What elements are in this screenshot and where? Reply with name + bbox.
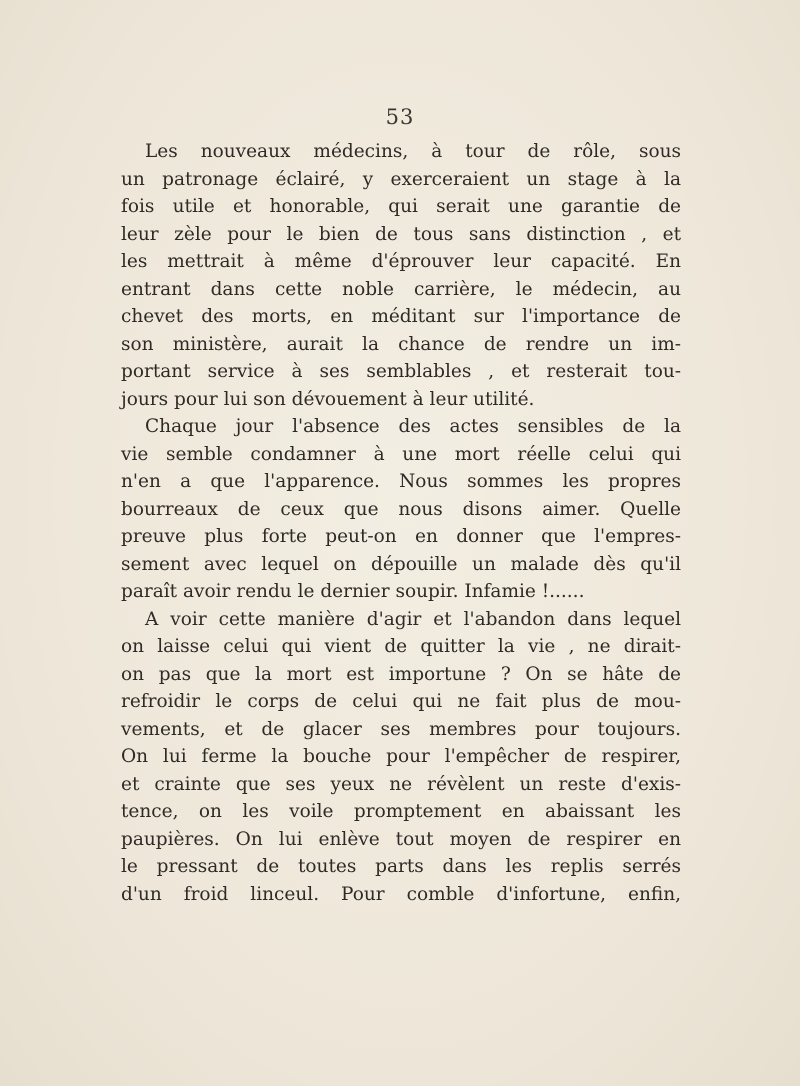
text-line: tence, on les voile promptement en abaissant les: [121, 801, 681, 822]
text-line: On lui ferme la bouche pour l'empêcher de respirer,: [121, 746, 681, 767]
text-line: Chaque jour l'absence des actes sensibles de la: [145, 416, 681, 437]
text-line: fois utile et honorable, qui serait une garantie de: [121, 196, 681, 217]
body-text: [121, 138, 681, 908]
text-line: bourreaux de ceux que nous disons aimer. Quelle: [121, 498, 681, 520]
text-line: vements, et de glacer ses membres pour toujours.: [121, 718, 681, 740]
text-line: sement avec lequel on dépouille un malade dès qu'il: [121, 553, 681, 575]
text-line: vie semble condamner à une mort réelle celui qui: [121, 443, 681, 465]
text-line: d'un froid linceul. Pour comble d'infortune, enfin,: [121, 883, 681, 905]
text-line: un patronage éclairé, y exerceraient un stage à la: [121, 168, 681, 190]
text-line: on laisse celui qui vient de quitter la vie , ne dirait-: [121, 636, 681, 657]
text-line: et crainte que ses yeux ne révèlent un reste d'exis-: [121, 773, 681, 795]
text-line: preuve plus forte peut-on en donner que l'empres-: [121, 526, 681, 547]
page-number: 53: [385, 105, 415, 129]
text-line: portant service à ses semblables , et resterait tou-: [121, 361, 681, 382]
text-line: son ministère, aurait la chance de rendre un im-: [121, 333, 681, 355]
text-line: entrant dans cette noble carrière, le médecin, au: [121, 278, 681, 300]
text-line: paraît avoir rendu le dernier soupir. Infamie !......: [121, 581, 585, 602]
text-line: leur zèle pour le bien de tous sans distinction , et: [121, 223, 681, 245]
text-line: chevet des morts, en méditant sur l'importance de: [121, 306, 681, 327]
text-line: on pas que la mort est importune ? On se hâte de: [121, 663, 681, 685]
text-line: le pressant de toutes parts dans les replis serrés: [121, 856, 681, 877]
text-line: Les nouveaux médecins, à tour de rôle, sous: [145, 141, 681, 162]
text-line: jours pour lui son dévouement à leur utilité.: [121, 388, 535, 410]
text-line: refroidir le corps de celui qui ne fait plus de mou-: [121, 691, 681, 712]
text-line: les mettrait à même d'éprouver leur capacité. En: [121, 251, 681, 272]
text-line: A voir cette manière d'agir et l'abandon dans lequel: [145, 608, 681, 630]
text-line: n'en a que l'apparence. Nous sommes les propres: [121, 471, 681, 492]
text-line: paupières. On lui enlève tout moyen de respirer en: [121, 828, 681, 850]
